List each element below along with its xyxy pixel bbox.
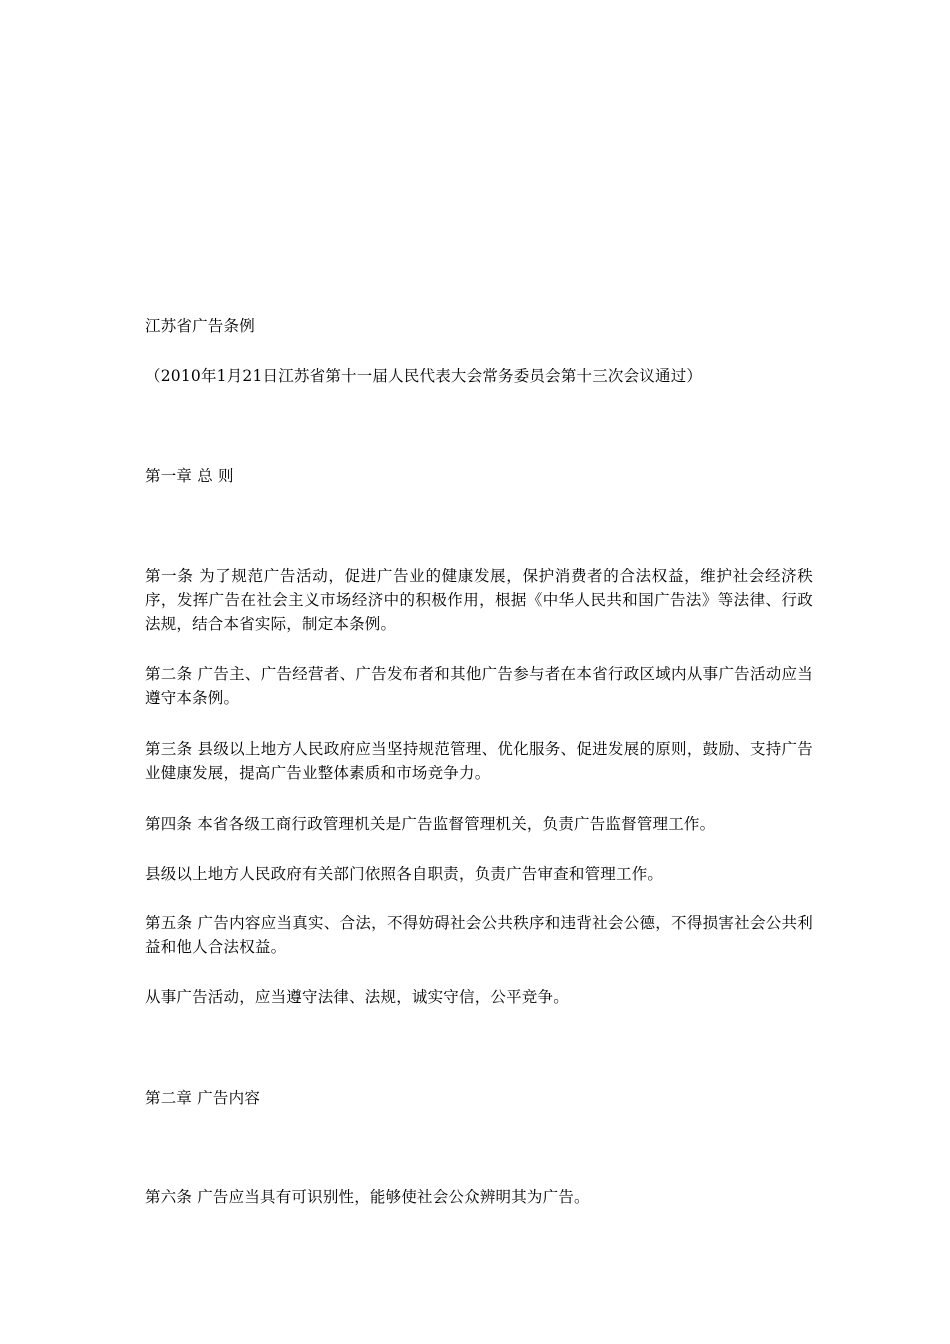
chapter-heading-1: 第一章 总 则: [145, 467, 234, 485]
article-3: 第三条 县级以上地方人民政府应当坚持规范管理、优化服务、促进发展的原则，鼓励、支持广告业健康发展，提高广告业整体素质和市场竞争力。: [145, 740, 813, 782]
article-6: 第六条 广告应当具有可识别性，能够使社会公众辨明其为广告。: [145, 1188, 590, 1206]
article-1: 第一条 为了规范广告活动，促进广告业的健康发展，保护消费者的合法权益，维护社会经济秩序，发挥广告在社会主义市场经济中的积极作用，根据《中华人民共和国广告法》等法律、行政法规，结合本省实际，制定本条例。: [145, 567, 813, 633]
article-5: 第五条 广告内容应当真实、合法，不得妨碍社会公共秩序和违背社会公德，不得损害社会公共利益和他人合法权益。: [145, 914, 813, 956]
article-5-paragraph-2: 从事广告活动，应当遵守法律、法规，诚实守信，公平竞争。: [145, 988, 569, 1006]
document-subtitle: （2010年1月21日江苏省第十一届人民代表大会常务委员会第十三次会议通过）: [145, 367, 703, 385]
article-2: 第二条 广告主、广告经营者、广告发布者和其他广告参与者在本省行政区域内从事广告活动应当遵守本条例。: [145, 665, 813, 707]
article-4: 第四条 本省各级工商行政管理机关是广告监督管理机关，负责广告监督管理工作。: [145, 815, 716, 833]
article-4-paragraph-2: 县级以上地方人民政府有关部门依照各自职责，负责广告审查和管理工作。: [145, 865, 664, 883]
chapter-heading-2: 第二章 广告内容: [145, 1089, 261, 1107]
document-title: 江苏省广告条例: [145, 317, 255, 335]
